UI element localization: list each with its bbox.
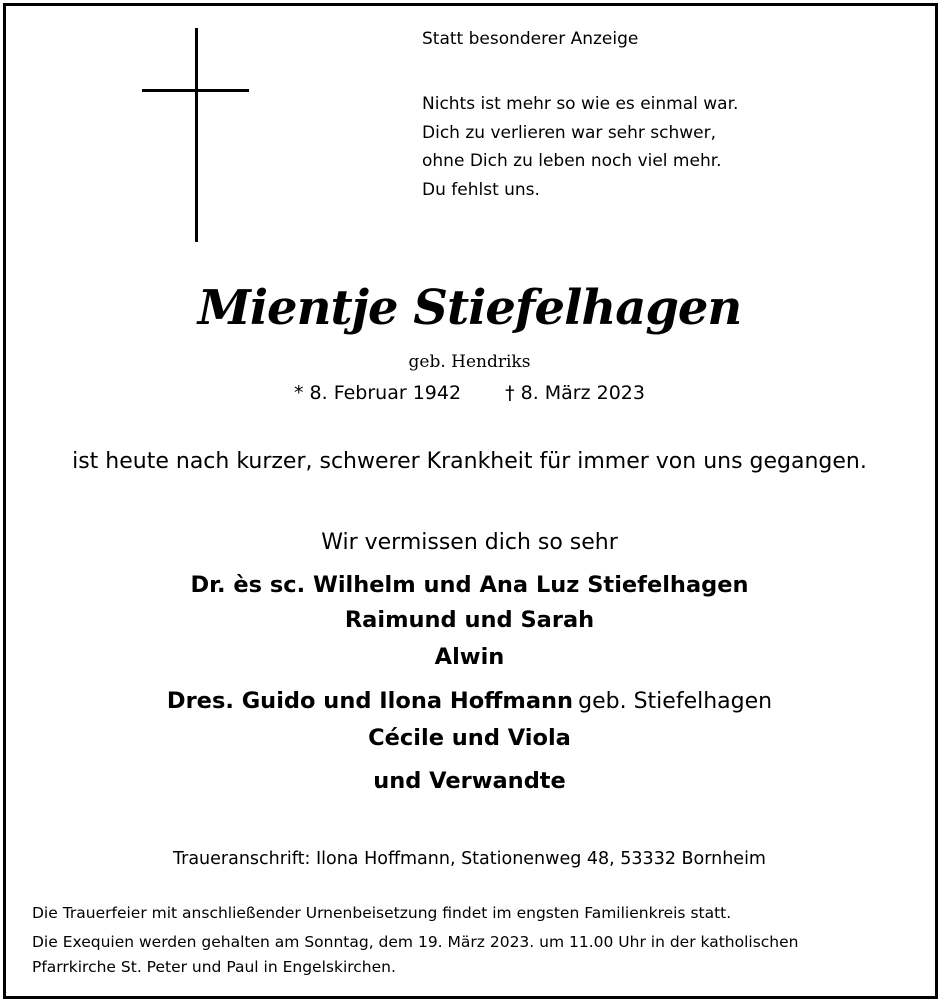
deceased-name: Mientje Stiefelhagen [197, 280, 742, 336]
cross-vertical-bar [195, 28, 198, 242]
mourning-address: Traueranschrift: Ilona Hoffmann, Stationenweg 48, 53332 Bornheim [173, 849, 766, 869]
service-line: Pfarrkirche St. Peter und Paul in Engelskirchen. [32, 958, 396, 976]
family-line [0, 688, 939, 714]
poem [422, 90, 738, 204]
poem-line: Dich zu verlieren war sehr schwer, [422, 122, 717, 143]
poem-line: Nichts ist mehr so wie es einmal war. [422, 94, 739, 114]
cross-horizontal-bar [142, 89, 249, 92]
family-line: Alwin [434, 644, 505, 670]
family-line: Dr. ès sc. Wilhelm und Ana Luz Stiefelhagen [190, 572, 749, 598]
life-dates [0, 382, 939, 404]
family-line: Raimund und Sarah [344, 607, 595, 633]
family-line: Cécile und Viola [368, 725, 571, 751]
poem-line: ohne Dich zu leben noch viel mehr. [422, 151, 722, 171]
service-line: Die Exequien werden gehalten am Sonntag, dem 19. März 2023. um 11.00 Uhr in der katholischen [32, 933, 799, 951]
service-line: Die Trauerfeier mit anschließender Urnenbeisetzung findet im engsten Familienkreis statt. [32, 904, 732, 922]
death-date: † 8. März 2023 [505, 382, 645, 404]
poem-line: Du fehlst uns. [422, 179, 540, 200]
announcement-text: ist heute nach kurzer, schwerer Krankheit für immer von uns gegangen. [72, 449, 867, 474]
family-born-name: geb. Stiefelhagen [578, 689, 773, 714]
miss-text: Wir vermissen dich so sehr [321, 530, 618, 555]
relatives-line: und Verwandte [373, 768, 566, 794]
family-names: Dres. Guido und Ilona Hoffmann [166, 688, 574, 714]
service-info [32, 901, 798, 980]
birth-date: * 8. Februar 1942 [294, 382, 462, 404]
birth-name: geb. Hendriks [408, 352, 531, 372]
notice-header: Statt besonderer Anzeige [422, 29, 639, 49]
